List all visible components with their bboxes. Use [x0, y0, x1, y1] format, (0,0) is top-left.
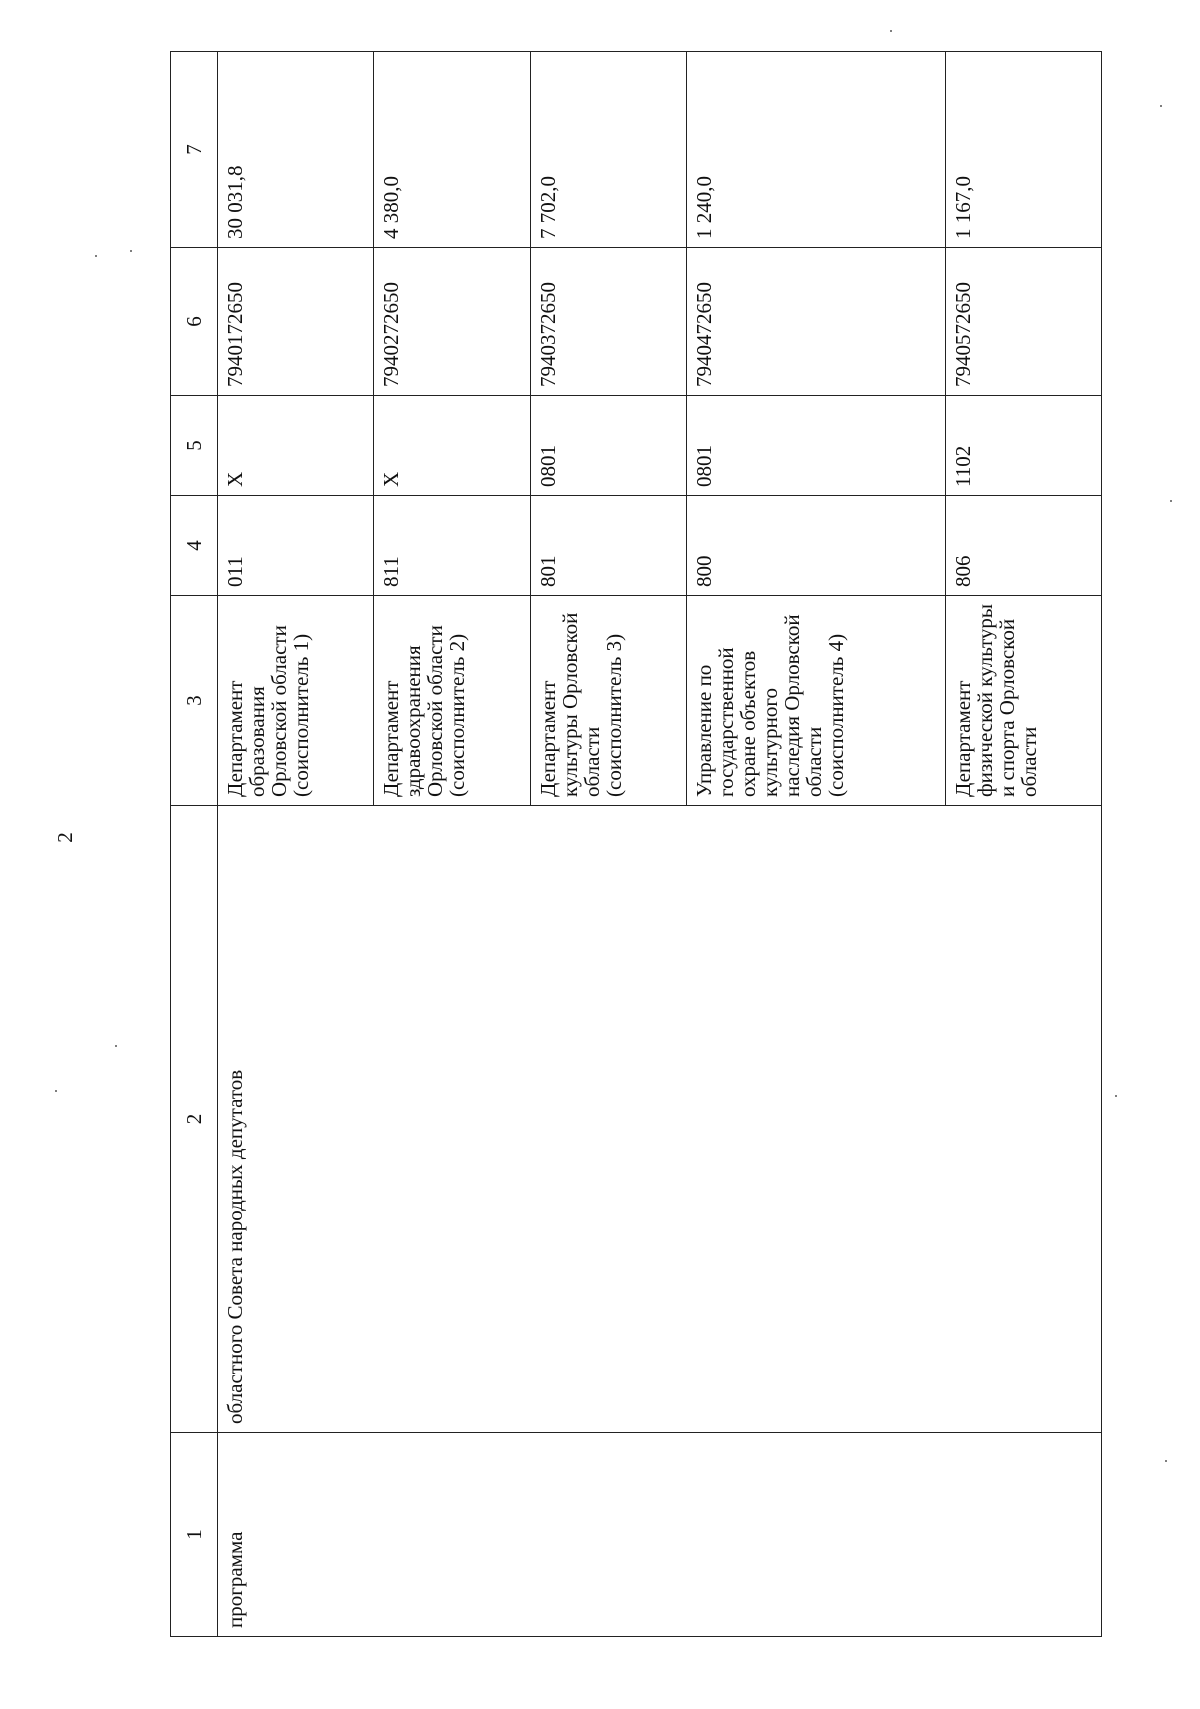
table-row — [218, 52, 374, 1637]
table-header-row — [171, 52, 218, 1637]
scan-speck — [1165, 1460, 1167, 1462]
code6-cell: 7940372650 — [530, 248, 686, 396]
code5-cell: 0801 — [687, 396, 946, 496]
code4-cell: 801 — [530, 496, 686, 596]
page-number: 2 — [52, 832, 77, 843]
code4-cell: 011 — [218, 496, 374, 596]
amount-cell: 30 031,8 — [218, 52, 374, 248]
header-cell: 1 — [171, 1433, 218, 1637]
header-cell: 4 — [171, 496, 218, 596]
header-cell: 7 — [171, 52, 218, 248]
amount-cell: 1 240,0 — [687, 52, 946, 248]
budget-table-container — [170, 52, 1102, 1637]
scan-speck — [1160, 105, 1162, 107]
code5-cell: 1102 — [945, 396, 1101, 496]
scan-speck — [1115, 1095, 1117, 1097]
scan-speck — [890, 30, 892, 32]
budget-table — [170, 51, 1102, 1637]
executor-cell: Департамент здравоохранения Орловской области (соисполнитель 2) — [374, 596, 530, 806]
scan-speck — [95, 255, 97, 257]
executor-cell: Департамент физической культуры и спорта Орловской области — [945, 596, 1101, 806]
scan-speck — [55, 1090, 57, 1092]
scan-speck — [130, 250, 132, 252]
program-name-cell: областного Совета народных депутатов — [218, 806, 1102, 1433]
code6-cell: 7940172650 — [218, 248, 374, 396]
code6-cell: 7940572650 — [945, 248, 1101, 396]
code5-cell: X — [218, 396, 374, 496]
executor-cell: Управление по государственной охране объектов культурного наследия Орловской области (соисполнитель 4) — [687, 596, 946, 806]
code4-cell: 800 — [687, 496, 946, 596]
header-cell: 6 — [171, 248, 218, 396]
executor-cell: Департамент культуры Орловской области (соисполнитель 3) — [530, 596, 686, 806]
header-cell: 3 — [171, 596, 218, 806]
amount-cell: 1 167,0 — [945, 52, 1101, 248]
amount-cell: 7 702,0 — [530, 52, 686, 248]
program-type-cell: программа — [218, 1433, 1102, 1637]
scan-speck — [115, 1045, 117, 1047]
amount-cell: 4 380,0 — [374, 52, 530, 248]
header-cell: 5 — [171, 396, 218, 496]
code6-cell: 7940472650 — [687, 248, 946, 396]
scan-speck — [1170, 500, 1172, 502]
code6-cell: 7940272650 — [374, 248, 530, 396]
code4-cell: 811 — [374, 496, 530, 596]
executor-cell: Департамент образования Орловской области (соисполнитель 1) — [218, 596, 374, 806]
header-cell: 2 — [171, 806, 218, 1433]
code4-cell: 806 — [945, 496, 1101, 596]
code5-cell: 0801 — [530, 396, 686, 496]
code5-cell: X — [374, 396, 530, 496]
